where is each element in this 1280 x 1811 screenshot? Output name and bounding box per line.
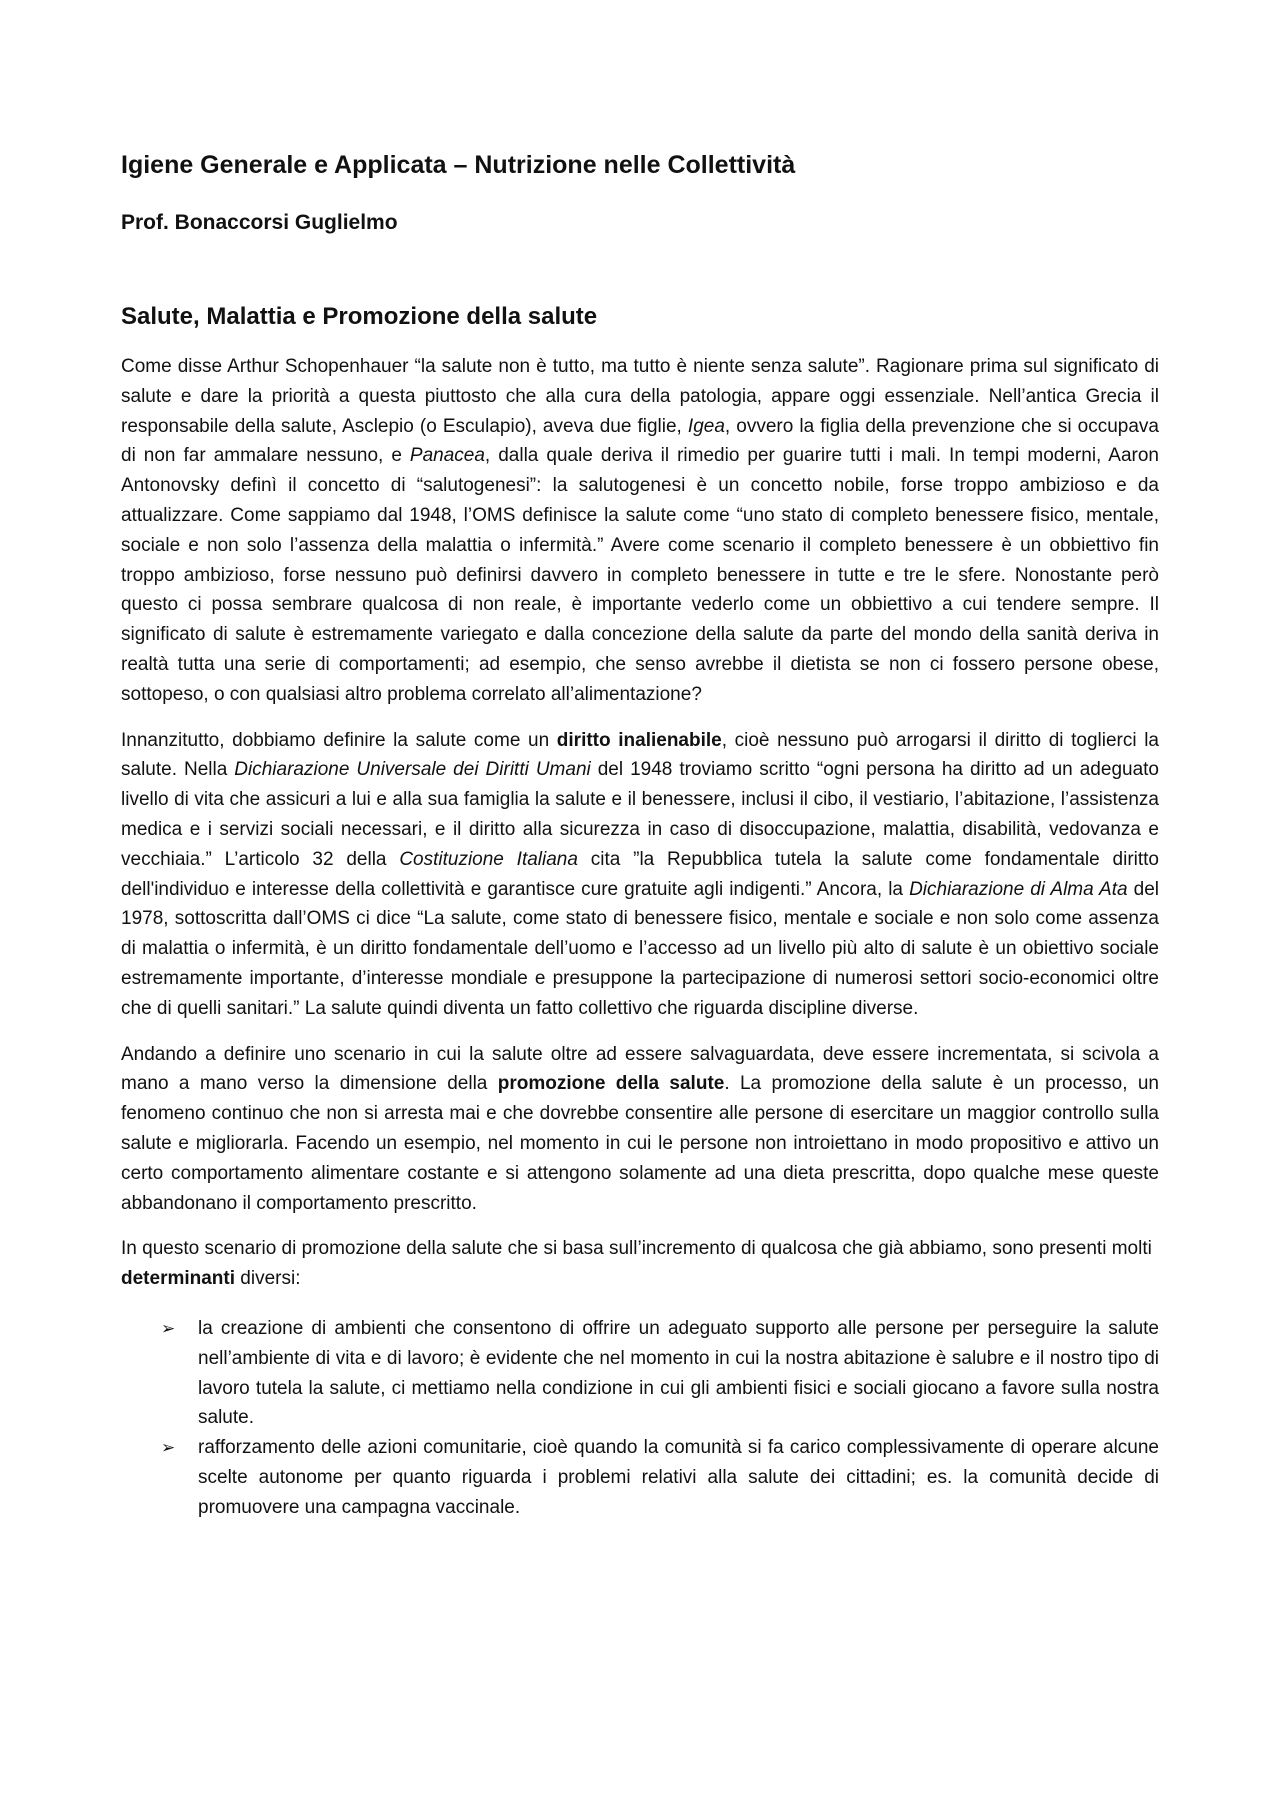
paragraph-text: cita ”la Repubblica tutela la salute come fondamentale diritto dell'individuo e interesse della collettività e garantisce cure gratuite agli indigenti.” Ancora, la <box>121 848 1159 900</box>
list-item-text: rafforzamento delle azioni comunitarie, cioè quando la comunità si fa carico complessivamente di operare alcune scelte autonome per quanto riguarda i problemi relativi alla salute dei cittadini; es. la comunità decide di promuovere una campagna vaccinale. <box>198 1437 1159 1518</box>
arrowhead-bullet-icon: ➢ <box>161 1318 176 1338</box>
paragraph-text: In questo scenario di promozione della salute che si basa sull’incremento di qualcosa che già abbiamo, sono presenti molti <box>121 1238 1152 1260</box>
italic-term: Igea <box>687 415 725 437</box>
paragraph-text: . La promozione della salute è un processo, un fenomeno continuo che non si arresta mai e che dovrebbe consentire alle persone di esercitare un maggior controllo sulla salute e migliorarla. Facendo un esempio, nel momento in cui le persone non introiettano in modo propositivo e attivo un certo comportamento alimentare costante e si attengono solamente ad una dieta prescritta, dopo qualche mese queste abbandonano il comportamento prescritto. <box>121 1073 1159 1214</box>
paragraph-text: , ovvero la figlia della prevenzione che si occupava di non far ammalare nessuno, e <box>121 415 1159 467</box>
document-title: Igiene Generale e Applicata – Nutrizione nelle Collettività <box>121 151 796 179</box>
paragraph-promozione-salute <box>121 1040 1159 1219</box>
paragraph-text: , dalla quale deriva il rimedio per guarire tutti i mali. In tempi moderni, Aaron Antonovsky definì il concetto di “salutogenesi”: la salutogenesi è un concetto nobile, forse troppo ambizioso e da attualizzare. Come sappiamo dal 1948, l’OMS definisce la salute come “uno stato di completo benessere fisico, mentale, sociale e non solo l’assenza della malattia o infermità.” Avere come scenario il completo benessere è un obbiettivo fin troppo ambizioso, forse nessuno può definirsi davvero in completo benessere in tutte e tre le sfere. Nonostante però questo ci possa sembrare qualcosa di non reale, è importante vederlo come un obbiettivo a cui tendere sempre. Il significato di salute è estremamente variegato e dalla concezione della salute da parte del mondo della sanità deriva in realtà tutta una serie di comportamenti; ad esempio, che senso avrebbe il dietista se non ci fossero persone obese, sottopeso, o con qualsiasi altro problema correlato all’alimentazione? <box>121 445 1159 705</box>
paragraph-text: diversi: <box>235 1268 301 1290</box>
paragraph-text: , cioè nessuno può arrogarsi il diritto di toglierci la salute. Nella <box>121 729 1160 781</box>
document-author: Prof. Bonaccorsi Guglielmo <box>121 211 398 234</box>
paragraph-text: Come disse Arthur Schopenhauer “la salute non è tutto, ma tutto è niente senza salute”. Ragionare prima sul significato di salute e dare la priorità a questa piuttosto che alla cura della patologia, appare oggi essenziale. Nell’antica Grecia il responsabile della salute, Asclepio (o Esculapio), aveva due figlie, <box>121 356 1159 437</box>
italic-term: Dichiarazione Universale dei Diritti Umani <box>234 759 591 781</box>
bold-term: diritto inalienabile <box>556 729 722 751</box>
paragraph-salute-definition <box>121 352 1159 710</box>
paragraph-text: Andando a definire uno scenario in cui la salute oltre ad essere salvaguardata, deve essere incrementata, si scivola a mano a mano verso la dimensione della <box>121 1043 1159 1095</box>
bold-term: determinanti <box>121 1268 236 1290</box>
italic-term: Costituzione Italiana <box>399 848 578 870</box>
list-item-text: la creazione di ambienti che consentono di offrire un adeguato supporto alle persone per perseguire la salute nell’ambiente di vita e di lavoro; è evidente che nel momento in cui la nostra abitazione è salubre e il nostro tipo di lavoro tutela la salute, ci mettiamo nella condizione in cui gli ambienti fisici e sociali giocano a favore sulla nostra salute. <box>198 1317 1159 1429</box>
section-title: Salute, Malattia e Promozione della salute <box>121 303 598 330</box>
paragraph-diritto-inalienabile <box>121 726 1159 1024</box>
bold-term: promozione della salute <box>497 1073 725 1095</box>
paragraph-text: Innanzitutto, dobbiamo definire la salute come un <box>121 729 557 751</box>
arrowhead-bullet-icon: ➢ <box>161 1438 176 1458</box>
determinanti-list <box>121 1314 1159 1523</box>
list-item <box>121 1433 1159 1522</box>
paragraph-determinanti-intro <box>121 1234 1159 1294</box>
italic-term: Panacea <box>409 445 485 467</box>
paragraph-text: del 1948 troviamo scritto “ogni persona ha diritto ad un adeguato livello di vita che assicuri a lui e alla sua famiglia la salute e il benessere, inclusi il cibo, il vestiario, l’abitazione, l’assistenza medica e i servizi sociali necessari, e il diritto alla sicurezza in caso di disoccupazione, malattia, disabilità, vedovanza e vecchiaia.” L’articolo 32 della <box>121 759 1159 870</box>
paragraph-text: del 1978, sottoscritta dall’OMS ci dice “La salute, come stato di benessere fisico, mentale e sociale e non solo come assenza di malattia o infermità, è un diritto fondamentale dell’uomo e l’accesso ad un livello più alto di salute è un obiettivo sociale estremamente importante, d’interesse mondiale e presuppone la partecipazione di numerosi settori socio-economici oltre che di quelli sanitari.” La salute quindi diventa un fatto collettivo che riguarda discipline diverse. <box>121 878 1160 1019</box>
italic-term: Dichiarazione di Alma Ata <box>909 878 1128 900</box>
list-item <box>121 1314 1159 1433</box>
